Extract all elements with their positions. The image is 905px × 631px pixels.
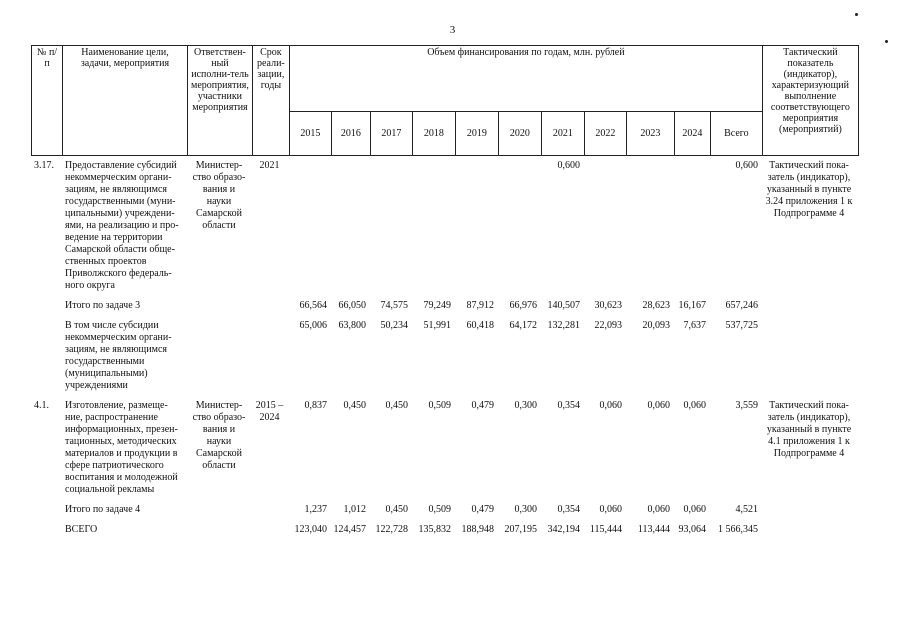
row-name: Итого по задаче 4 <box>65 504 141 515</box>
page-number: 3 <box>449 24 456 36</box>
row-value: 0,450 <box>343 400 366 411</box>
row-value: 7,637 <box>683 320 706 331</box>
row-number <box>31 300 62 312</box>
row-total: 1 566,345 <box>718 524 758 535</box>
row-value: 0,509 <box>428 400 451 411</box>
scan-speck <box>885 40 888 43</box>
row-responsible <box>187 524 251 536</box>
row-name: ВСЕГО <box>65 524 98 535</box>
row-number <box>31 524 62 536</box>
header-no: № п/п <box>32 46 63 156</box>
header-responsible: Ответствен-ный исполни-тель мероприятия, участники мероприятия <box>188 46 253 156</box>
row-value: 0,300 <box>514 400 537 411</box>
header-year: 2020 <box>498 112 541 156</box>
row-value: 0,450 <box>385 400 408 411</box>
header-year: 2017 <box>370 112 412 156</box>
row-total: 4,521 <box>735 504 758 515</box>
row-value: 74,575 <box>380 300 408 311</box>
table-row <box>31 160 857 292</box>
row-total: 657,246 <box>725 300 758 311</box>
row-value: 66,976 <box>509 300 537 311</box>
row-term: 2015 – 2024 <box>255 400 284 423</box>
row-indicator: Тактический пока-затель (индикатор), указанный в пункте 3.24 приложения 1 к Подпрограмме 4 <box>765 160 853 219</box>
row-value: 65,006 <box>299 320 327 331</box>
row-value: 135,832 <box>418 524 451 535</box>
row-value: 28,623 <box>642 300 670 311</box>
row-value <box>454 160 497 292</box>
row-value: 113,444 <box>637 524 670 535</box>
row-value: 0,837 <box>304 400 327 411</box>
row-value: 140,507 <box>547 300 580 311</box>
row-responsible <box>187 320 251 392</box>
row-term <box>251 524 288 536</box>
row-value: 0,060 <box>599 504 622 515</box>
table-header <box>31 45 859 156</box>
row-value: 16,167 <box>678 300 706 311</box>
row-value: 87,912 <box>466 300 494 311</box>
row-value: 132,281 <box>547 320 580 331</box>
header-year: 2023 <box>626 112 674 156</box>
row-value: 1,237 <box>304 504 327 515</box>
row-value <box>497 160 540 292</box>
row-value: 22,093 <box>594 320 622 331</box>
row-number: 3.17. <box>34 160 54 171</box>
row-responsible <box>187 504 251 516</box>
row-term <box>251 504 288 516</box>
row-value: 342,194 <box>547 524 580 535</box>
row-gap <box>31 392 857 400</box>
header-year: 2021 <box>541 112 584 156</box>
row-value: 66,050 <box>338 300 366 311</box>
header-year: 2019 <box>455 112 498 156</box>
row-name: Предоставление субсидий некоммерческим органи-зациям, не являющимся государственными (муни-ципальными) учреждени-ями, на реализацию и про-ведение на территории Самарской области обще-ственных проектов Приволжского федераль-ного округа <box>65 160 179 291</box>
row-indicator <box>761 320 857 392</box>
row-number: 4.1. <box>34 400 49 411</box>
header-year: 2024 <box>674 112 710 156</box>
row-value: 79,249 <box>423 300 451 311</box>
row-responsible: Министер-ство образо-вания и науки Самарской области <box>192 160 246 231</box>
row-gap <box>31 516 857 524</box>
row-value: 50,234 <box>380 320 408 331</box>
row-gap <box>31 496 857 504</box>
table-row <box>31 400 857 496</box>
row-value <box>330 160 369 292</box>
row-value: 0,060 <box>599 400 622 411</box>
row-value <box>288 160 330 292</box>
row-value: 0,479 <box>471 504 494 515</box>
row-value: 51,991 <box>423 320 451 331</box>
row-indicator <box>761 504 857 516</box>
row-value: 63,800 <box>338 320 366 331</box>
header-funding: Объем финансирования по годам, млн. рублей <box>289 46 762 112</box>
header-term: Срок реали-зации, годы <box>252 46 289 156</box>
row-value: 0,600 <box>557 160 580 171</box>
row-value: 0,354 <box>557 400 580 411</box>
row-name: В том числе субсидии некоммерческим органи-зациям, не являющимся государственными (муниципальными) учреждениями <box>65 320 172 391</box>
row-value: 115,444 <box>589 524 622 535</box>
row-total: 0,600 <box>735 160 758 171</box>
row-value: 0,479 <box>471 400 494 411</box>
row-value <box>625 160 673 292</box>
row-value: 207,195 <box>504 524 537 535</box>
row-indicator <box>761 524 857 536</box>
header-year: 2016 <box>331 112 370 156</box>
row-value: 66,564 <box>299 300 327 311</box>
row-value: 60,418 <box>466 320 494 331</box>
table-row <box>31 320 857 392</box>
scan-speck <box>855 13 858 16</box>
row-name: Изготовление, размеще-ние, распространение информационных, презен-тационных, методических материалов и продукции в сфере патриотического воспитания и молодежной социальной рекламы <box>65 400 178 495</box>
row-value: 0,300 <box>514 504 537 515</box>
row-value <box>369 160 411 292</box>
row-value: 0,450 <box>385 504 408 515</box>
table-row <box>31 524 857 536</box>
table-row <box>31 300 857 312</box>
row-number <box>31 320 62 392</box>
row-value: 0,509 <box>428 504 451 515</box>
header-total: Всего <box>710 112 762 156</box>
row-value: 0,060 <box>683 400 706 411</box>
row-gap <box>31 292 857 300</box>
row-value: 1,012 <box>343 504 366 515</box>
row-value: 0,354 <box>557 504 580 515</box>
row-value: 0,060 <box>683 504 706 515</box>
table-body <box>31 160 857 536</box>
row-value: 64,172 <box>509 320 537 331</box>
header-year: 2018 <box>412 112 455 156</box>
row-number <box>31 504 62 516</box>
row-value: 0,060 <box>647 400 670 411</box>
row-term: 2021 <box>259 160 280 171</box>
row-value: 0,060 <box>647 504 670 515</box>
row-total: 3,559 <box>735 400 758 411</box>
row-value: 123,040 <box>294 524 327 535</box>
row-term <box>251 320 288 392</box>
row-responsible <box>187 300 251 312</box>
row-value: 30,623 <box>594 300 622 311</box>
header-year: 2015 <box>289 112 331 156</box>
row-value: 124,457 <box>333 524 366 535</box>
header-name: Наименование цели, задачи, мероприятия <box>63 46 188 156</box>
row-value: 188,948 <box>461 524 494 535</box>
header-indicator: Тактический показатель (индикатор), характеризующий выполнение соответствующего мероприятия (мероприятий) <box>762 46 858 156</box>
row-value <box>411 160 454 292</box>
row-gap <box>31 312 857 320</box>
row-indicator <box>761 300 857 312</box>
table-row <box>31 504 857 516</box>
row-value: 20,093 <box>642 320 670 331</box>
row-value: 122,728 <box>375 524 408 535</box>
row-value <box>673 160 709 292</box>
row-responsible: Министер-ство образо-вания и науки Самарской области <box>192 400 246 471</box>
row-value: 93,064 <box>678 524 706 535</box>
row-name: Итого по задаче 3 <box>65 300 141 311</box>
header-year: 2022 <box>584 112 626 156</box>
row-value <box>583 160 625 292</box>
row-total: 537,725 <box>725 320 758 331</box>
row-indicator: Тактический пока-затель (индикатор), указанный в пункте 4.1 приложения 1 к Подпрограмме 4 <box>766 400 852 459</box>
row-term <box>251 300 288 312</box>
